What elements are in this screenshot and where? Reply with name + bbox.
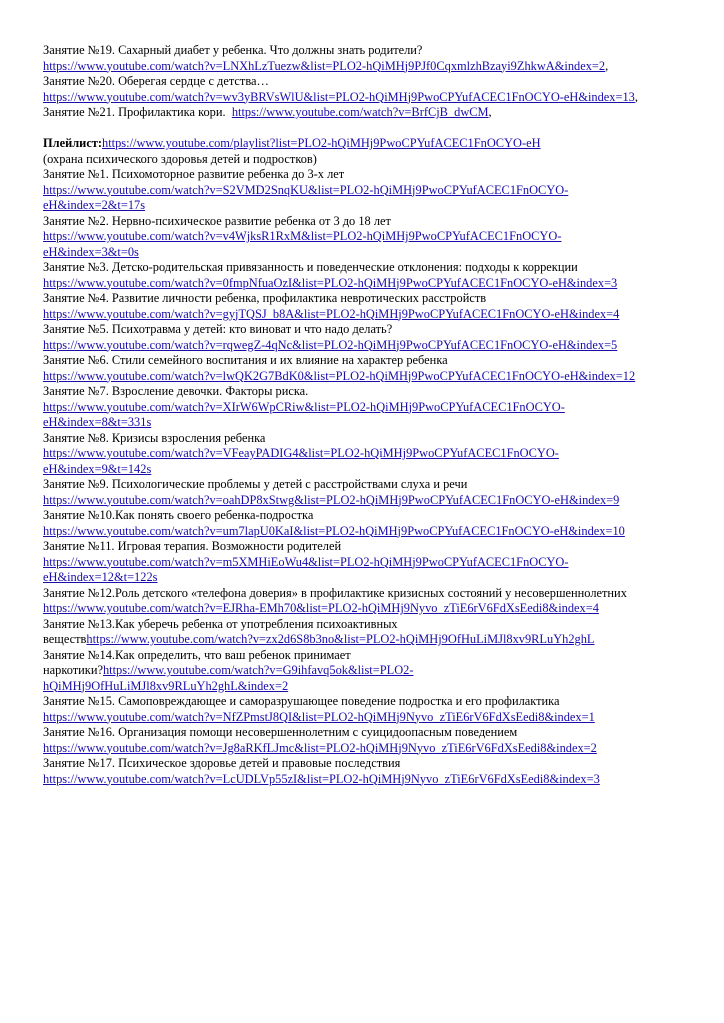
lesson-link-line — [43, 524, 695, 540]
lesson-link-line — [43, 601, 695, 617]
lesson-13-link[interactable]: https://www.youtube.com/watch?v=zx2d6S8b3no&list=PLO2-hQiMHj9OfHuLiMJl8xv9RLuYh2ghL — [86, 632, 595, 646]
lesson-link[interactable]: https://www.youtube.com/watch?v=v4WjksR1RxM&list=PLO2-hQiMHj9PwoCPYufACEC1FnOCYO- — [43, 229, 562, 243]
lesson-14-title-cont: наркотики? — [43, 663, 103, 677]
lesson-14-link-cont[interactable]: hQiMHj9OfHuLiMJl8xv9RLuYh2ghL&index=2 — [43, 678, 289, 693]
comma: , — [634, 89, 638, 104]
playlist-line — [43, 136, 695, 152]
lesson-link-line — [43, 276, 695, 292]
lesson-21-line — [43, 105, 695, 121]
lesson-link[interactable]: https://www.youtube.com/watch?v=S2VMD2SnqKU&list=PLO2-hQiMHj9PwoCPYufACEC1FnOCYO- — [43, 182, 569, 197]
lesson-link-line — [43, 493, 695, 509]
lesson-14-title: Занятие №14.Как определить, что ваш ребенок принимает — [43, 647, 351, 662]
lesson-link-line — [43, 229, 695, 245]
lesson-14-link[interactable]: https://www.youtube.com/watch?v=G9ihfavq5ok&list=PLO2- — [102, 663, 414, 677]
lesson-title: Занятие №1. Психомоторное развитие ребенка до 3-х лет — [43, 167, 345, 181]
lesson-link-line — [43, 198, 695, 214]
lesson-19-title: Занятие №19. Сахарный диабет у ребенка. Что должны знать родители? — [43, 43, 423, 57]
lesson-link[interactable]: https://www.youtube.com/watch?v=m5XMHiEoWu4&list=PLO2-hQiMHj9PwoCPYufACEC1FnOCYO- — [43, 554, 569, 569]
lesson-title: Занятие №3. Детско-родительская привязанность и поведенческие отклонения: подходы к коррекции — [43, 260, 578, 274]
lesson-link-line — [43, 741, 695, 757]
lesson-link[interactable]: https://www.youtube.com/watch?v=Jg8aRKfLJmc&list=PLO2-hQiMHj9Nyvo_zTiE6rV6FdXsEedi8&index=2 — [43, 740, 597, 755]
spacer — [43, 121, 695, 137]
lesson-20-line — [43, 90, 695, 106]
comma: , — [488, 105, 492, 119]
lesson-link[interactable]: https://www.youtube.com/watch?v=VFeayPADIG4&list=PLO2-hQiMHj9PwoCPYufACEC1FnOCYO- — [43, 446, 559, 460]
lesson-13-title-cont: веществ — [43, 632, 87, 646]
lesson-link[interactable]: eH&index=9&t=142s — [43, 461, 152, 476]
lesson-link[interactable]: https://www.youtube.com/watch?v=EJRha-EMh70&list=PLO2-hQiMHj9Nyvo_zTiE6rV6FdXsEedi8&index=4 — [43, 601, 599, 615]
lesson-title: Занятие №2. Нервно-психическое развитие ребенка от 3 до 18 лет — [43, 213, 391, 228]
lesson-link[interactable]: eH&index=3&t=0s — [43, 244, 139, 259]
lesson-21-title: Занятие №21. Профилактика кори. — [43, 105, 232, 119]
lesson-title: Занятие №11. Игровая терапия. Возможности родителей — [43, 539, 342, 553]
lesson-title: Занятие №6. Стили семейного воспитания и их влияние на характер ребенка — [43, 353, 448, 367]
lesson-13-title: Занятие №13.Как уберечь ребенка от употребления психоактивных — [43, 616, 398, 631]
lesson-link[interactable]: https://www.youtube.com/watch?v=XIrW6WpCRiw&list=PLO2-hQiMHj9PwoCPYufACEC1FnOCYO- — [43, 399, 565, 414]
lesson-link[interactable]: https://www.youtube.com/watch?v=NfZPmstJ8QI&list=PLO2-hQiMHj9Nyvo_zTiE6rV6FdXsEedi8&index=1 — [43, 709, 595, 724]
lesson-14-line3 — [43, 679, 695, 695]
lesson-link-line — [43, 446, 695, 462]
lesson-title: Занятие №5. Психотравма у детей: кто виноват и что надо делать? — [43, 322, 393, 336]
lesson-link-line — [43, 307, 695, 323]
lesson-title: Занятие №16. Организация помощи несовершеннолетним с суицидоопасным поведением — [43, 725, 518, 739]
lesson-link-line — [43, 570, 695, 586]
lesson-list-2 — [43, 694, 695, 787]
lesson-link-line — [43, 415, 695, 431]
lesson-title: Занятие №9. Психологические проблемы у детей с расстройствами слуха и речи — [43, 477, 468, 491]
playlist-label: Плейлист: — [43, 136, 103, 150]
lesson-link-line — [43, 710, 695, 726]
lesson-link[interactable]: https://www.youtube.com/watch?v=lwQK2G7BdK0&list=PLO2-hQiMHj9PwoCPYufACEC1FnOCYO-eH&index=12 — [43, 368, 636, 383]
lesson-link[interactable]: https://www.youtube.com/watch?v=gyjTQSJ_b8A&list=PLO2-hQiMHj9PwoCPYufACEC1FnOCYO-eH&index=4 — [43, 306, 620, 321]
lesson-title: Занятие №4. Развитие личности ребенка, профилактика невротических расстройств — [43, 291, 487, 305]
lesson-title: Занятие №17. Психическое здоровье детей и правовые последствия — [43, 756, 401, 770]
lesson-19-link[interactable]: https://www.youtube.com/watch?v=LNXhLzTuezw&list=PLO2-hQiMHj9PJf0CqxmlzhBzayi9ZhkwA&index=2 — [43, 58, 606, 73]
lesson-list — [43, 167, 695, 617]
lesson-link[interactable]: https://www.youtube.com/watch?v=LcUDLVp55zI&list=PLO2-hQiMHj9Nyvo_zTiE6rV6FdXsEedi8&index=3 — [43, 771, 600, 786]
lesson-19-line — [43, 59, 695, 75]
lesson-link[interactable]: https://www.youtube.com/watch?v=rqwegZ-4qNc&list=PLO2-hQiMHj9PwoCPYufACEC1FnOCYO-eH&index=5 — [43, 337, 618, 352]
lesson-20-title: Занятие №20. Оберегая сердце с детства… — [43, 74, 269, 88]
lesson-title: Занятие №15. Самоповреждающее и саморазрушающее поведение подростка и его профилактика — [43, 694, 560, 708]
lesson-title: Занятие №8. Кризисы взросления ребенка — [43, 430, 266, 445]
lesson-link[interactable]: https://www.youtube.com/watch?v=um7lapU0KaI&list=PLO2-hQiMHj9PwoCPYufACEC1FnOCYO-eH&index=10 — [43, 523, 625, 538]
lesson-link-line — [43, 772, 695, 788]
lesson-title: Занятие №10.Как понять своего ребенка-подростка — [43, 508, 314, 522]
lesson-link-line — [43, 245, 695, 261]
lesson-link-line — [43, 462, 695, 478]
lesson-13-line2 — [43, 632, 695, 648]
comma: , — [605, 58, 609, 73]
lesson-title: Занятие №12.Роль детского «телефона доверия» в профилактике кризисных состояний у несовершеннолетних — [43, 585, 627, 600]
lesson-link-line — [43, 183, 695, 199]
lesson-link[interactable]: eH&index=8&t=331s — [43, 415, 152, 429]
lesson-link[interactable]: https://www.youtube.com/watch?v=0fmpNfuaOzI&list=PLO2-hQiMHj9PwoCPYufACEC1FnOCYO-eH&index=3 — [43, 275, 618, 290]
lesson-link[interactable]: eH&index=12&t=122s — [43, 570, 158, 584]
lesson-link[interactable]: eH&index=2&t=17s — [43, 198, 146, 212]
lesson-link-line — [43, 400, 695, 416]
lesson-link[interactable]: https://www.youtube.com/watch?v=oahDP8xStwg&list=PLO2-hQiMHj9PwoCPYufACEC1FnOCYO-eH&index=9 — [43, 492, 620, 507]
lesson-link-line — [43, 369, 695, 385]
playlist-subtitle: (охрана психического здоровья детей и подростков) — [43, 151, 317, 166]
document-page — [43, 43, 695, 787]
lesson-link-line — [43, 338, 695, 354]
lesson-21-link[interactable]: https://www.youtube.com/watch?v=BrfCjB_dwCM — [231, 105, 489, 119]
lesson-link-line — [43, 555, 695, 571]
lesson-20-link[interactable]: https://www.youtube.com/watch?v=wv3yBRVsWlU&list=PLO2-hQiMHj9PwoCPYufACEC1FnOCYO-eH&index=13 — [43, 89, 635, 104]
lesson-14-line2 — [43, 663, 695, 679]
playlist-link[interactable]: https://www.youtube.com/playlist?list=PLO2-hQiMHj9PwoCPYufACEC1FnOCYO-eH — [102, 136, 541, 150]
lesson-title: Занятие №7. Взросление девочки. Факторы риска. — [43, 384, 309, 398]
